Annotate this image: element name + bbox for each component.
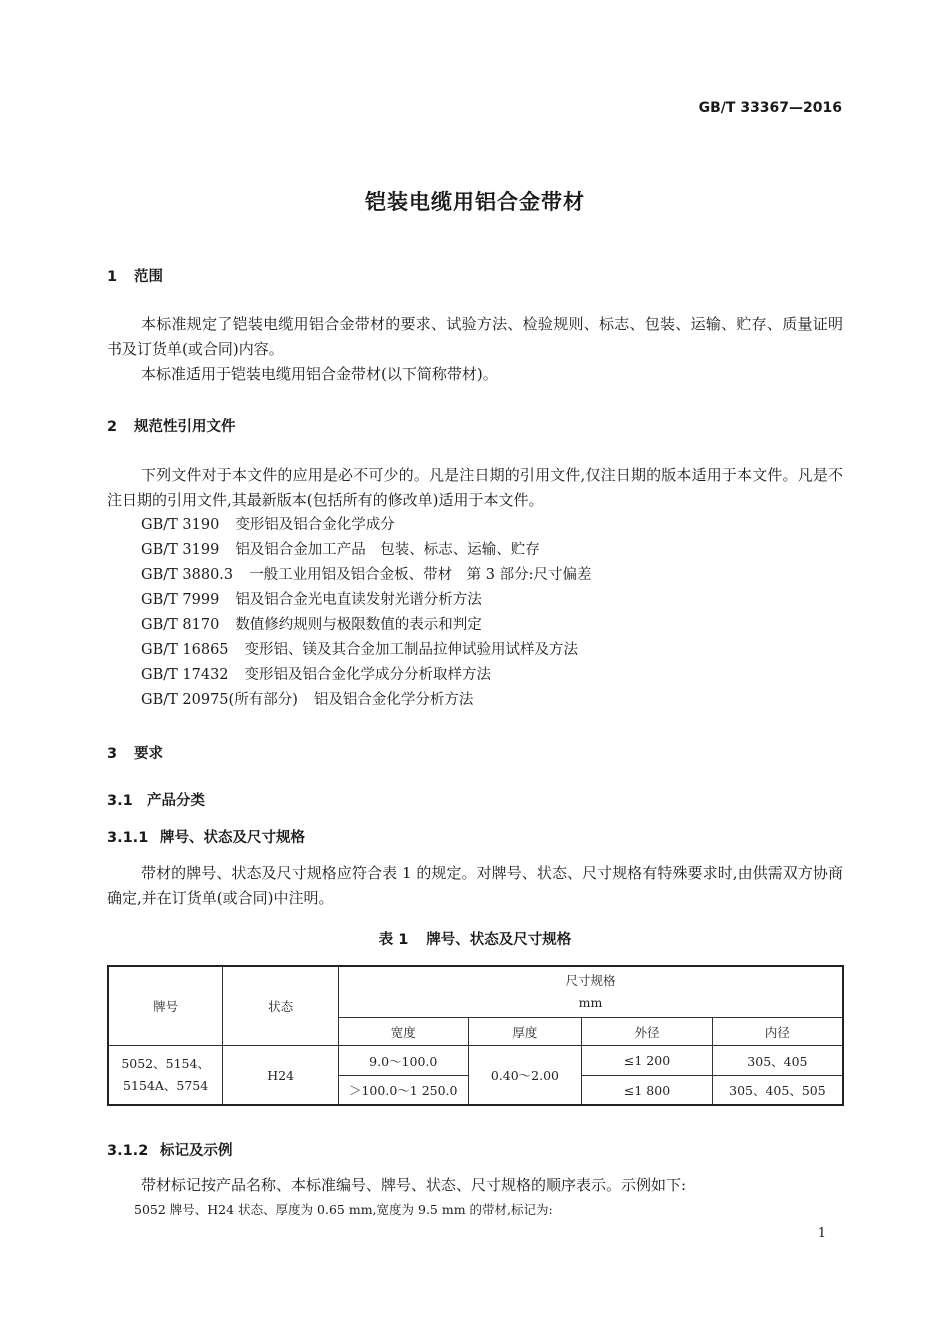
reference-code: GB/T 8170 xyxy=(141,617,220,633)
page-number: 1 xyxy=(817,1226,826,1241)
grade-line: 5052、5154、 xyxy=(121,1056,210,1071)
header-inner-diameter: 内径 xyxy=(712,1018,843,1046)
reference-title: 铝及铝合金加工产品 包装、标志、运输、贮存 xyxy=(235,542,540,558)
section-title: 标记及示例 xyxy=(160,1143,233,1159)
reference-item xyxy=(141,588,482,613)
reference-title: 变形铝及铝合金化学成分分析取样方法 xyxy=(244,667,492,683)
section-1-paragraph-1: 本标准规定了铠装电缆用铝合金带材的要求、试验方法、检验规则、标志、包装、运输、贮存、质量证明书及订货单(或合同)内容。 xyxy=(107,315,843,358)
section-3-1-1-paragraph: 带材的牌号、状态及尺寸规格应符合表 1 的规定。对牌号、状态、尺寸规格有特殊要求时,由供需双方协商确定,并在订货单(或合同)中注明。 xyxy=(107,864,843,907)
reference-code: GB/T 20975(所有部分) xyxy=(141,692,298,708)
standard-code: GB/T 33367—2016 xyxy=(698,100,842,116)
header-width: 宽度 xyxy=(338,1018,468,1046)
reference-title: 铝及铝合金光电直读发射光谱分析方法 xyxy=(235,592,482,608)
reference-title: 铝及铝合金化学分析方法 xyxy=(313,692,474,708)
section-number: 3.1.1 xyxy=(107,830,149,846)
section-3-1-2-paragraph: 带材标记按产品名称、本标准编号、牌号、状态、尺寸规格的顺序表示。示例如下: xyxy=(141,1176,687,1194)
reference-code: GB/T 3880.3 xyxy=(141,567,234,583)
reference-title: 数值修约规则与极限数值的表示和判定 xyxy=(235,617,482,633)
section-title: 规范性引用文件 xyxy=(134,419,236,435)
header-size-label: 尺寸规格 xyxy=(565,973,616,988)
cell-width: 9.0～100.0 xyxy=(338,1046,468,1076)
example-text: 5052 牌号、H24 状态、厚度为 0.65 mm,宽度为 9.5 mm 的带材,标记为: xyxy=(134,1202,553,1217)
table-header-row xyxy=(108,966,843,1018)
reference-item xyxy=(141,638,578,663)
section-number: 3 xyxy=(107,746,118,762)
grade-line: 5154A、5754 xyxy=(123,1078,209,1093)
reference-title: 变形铝、镁及其合金加工制品拉伸试验用试样及方法 xyxy=(244,642,579,658)
header-outer-diameter: 外径 xyxy=(582,1018,713,1046)
cell-temper: H24 xyxy=(223,1046,339,1106)
section-number: 3.1 xyxy=(107,793,133,809)
reference-code: GB/T 16865 xyxy=(141,642,229,658)
reference-code: GB/T 3190 xyxy=(141,517,220,533)
table-number: 表 1 xyxy=(378,932,409,948)
section-3-heading xyxy=(107,742,163,763)
table-caption xyxy=(0,928,950,949)
cell-thickness: 0.40～2.00 xyxy=(468,1046,582,1106)
table-title: 牌号、状态及尺寸规格 xyxy=(426,932,572,948)
section-3-1-2-heading xyxy=(107,1139,233,1160)
section-title: 要求 xyxy=(134,746,163,762)
section-2-paragraph: 下列文件对于本文件的应用是必不可少的。凡是注日期的引用文件,仅注日期的版本适用于本文件。凡是不注日期的引用文件,其最新版本(包括所有的修改单)适用于本文件。 xyxy=(107,466,843,509)
section-title: 牌号、状态及尺寸规格 xyxy=(160,830,305,846)
reference-item xyxy=(141,538,540,563)
section-1-paragraph-2: 本标准适用于铠装电缆用铝合金带材(以下简称带材)。 xyxy=(141,365,498,383)
section-2-heading xyxy=(107,415,236,436)
document-title: 铠装电缆用铝合金带材 xyxy=(365,190,585,214)
cell-inner-diameter: 305、405、505 xyxy=(712,1076,843,1106)
header-thickness: 厚度 xyxy=(468,1018,582,1046)
header-temper: 状态 xyxy=(223,966,339,1046)
section-3-1-1-heading xyxy=(107,826,305,847)
reference-code: GB/T 7999 xyxy=(141,592,220,608)
section-3-1-heading xyxy=(107,789,205,810)
section-1-heading xyxy=(107,265,163,286)
reference-item xyxy=(141,688,473,713)
reference-item xyxy=(141,513,395,538)
cell-width: ＞100.0～1 250.0 xyxy=(338,1076,468,1106)
section-number: 3.1.2 xyxy=(107,1143,149,1159)
cell-outer-diameter: ≤1 800 xyxy=(582,1076,713,1106)
section-title: 范围 xyxy=(134,269,163,285)
section-title: 产品分类 xyxy=(147,793,205,809)
table-row xyxy=(108,1046,843,1076)
header-size-unit: mm xyxy=(578,995,603,1010)
reference-title: 变形铝及铝合金化学成分 xyxy=(235,517,395,533)
cell-inner-diameter: 305、405 xyxy=(712,1046,843,1076)
reference-item xyxy=(141,613,482,638)
section-number: 2 xyxy=(107,419,118,435)
header-size xyxy=(338,966,843,1018)
reference-code: GB/T 17432 xyxy=(141,667,229,683)
reference-item xyxy=(141,563,591,588)
reference-item xyxy=(141,663,491,688)
cell-grade xyxy=(108,1046,223,1106)
cell-outer-diameter: ≤1 200 xyxy=(582,1046,713,1076)
header-grade: 牌号 xyxy=(108,966,223,1046)
reference-title: 一般工业用铝及铝合金板、带材 第 3 部分:尺寸偏差 xyxy=(249,567,592,583)
spec-table xyxy=(107,965,844,1106)
reference-code: GB/T 3199 xyxy=(141,542,220,558)
section-number: 1 xyxy=(107,269,118,285)
